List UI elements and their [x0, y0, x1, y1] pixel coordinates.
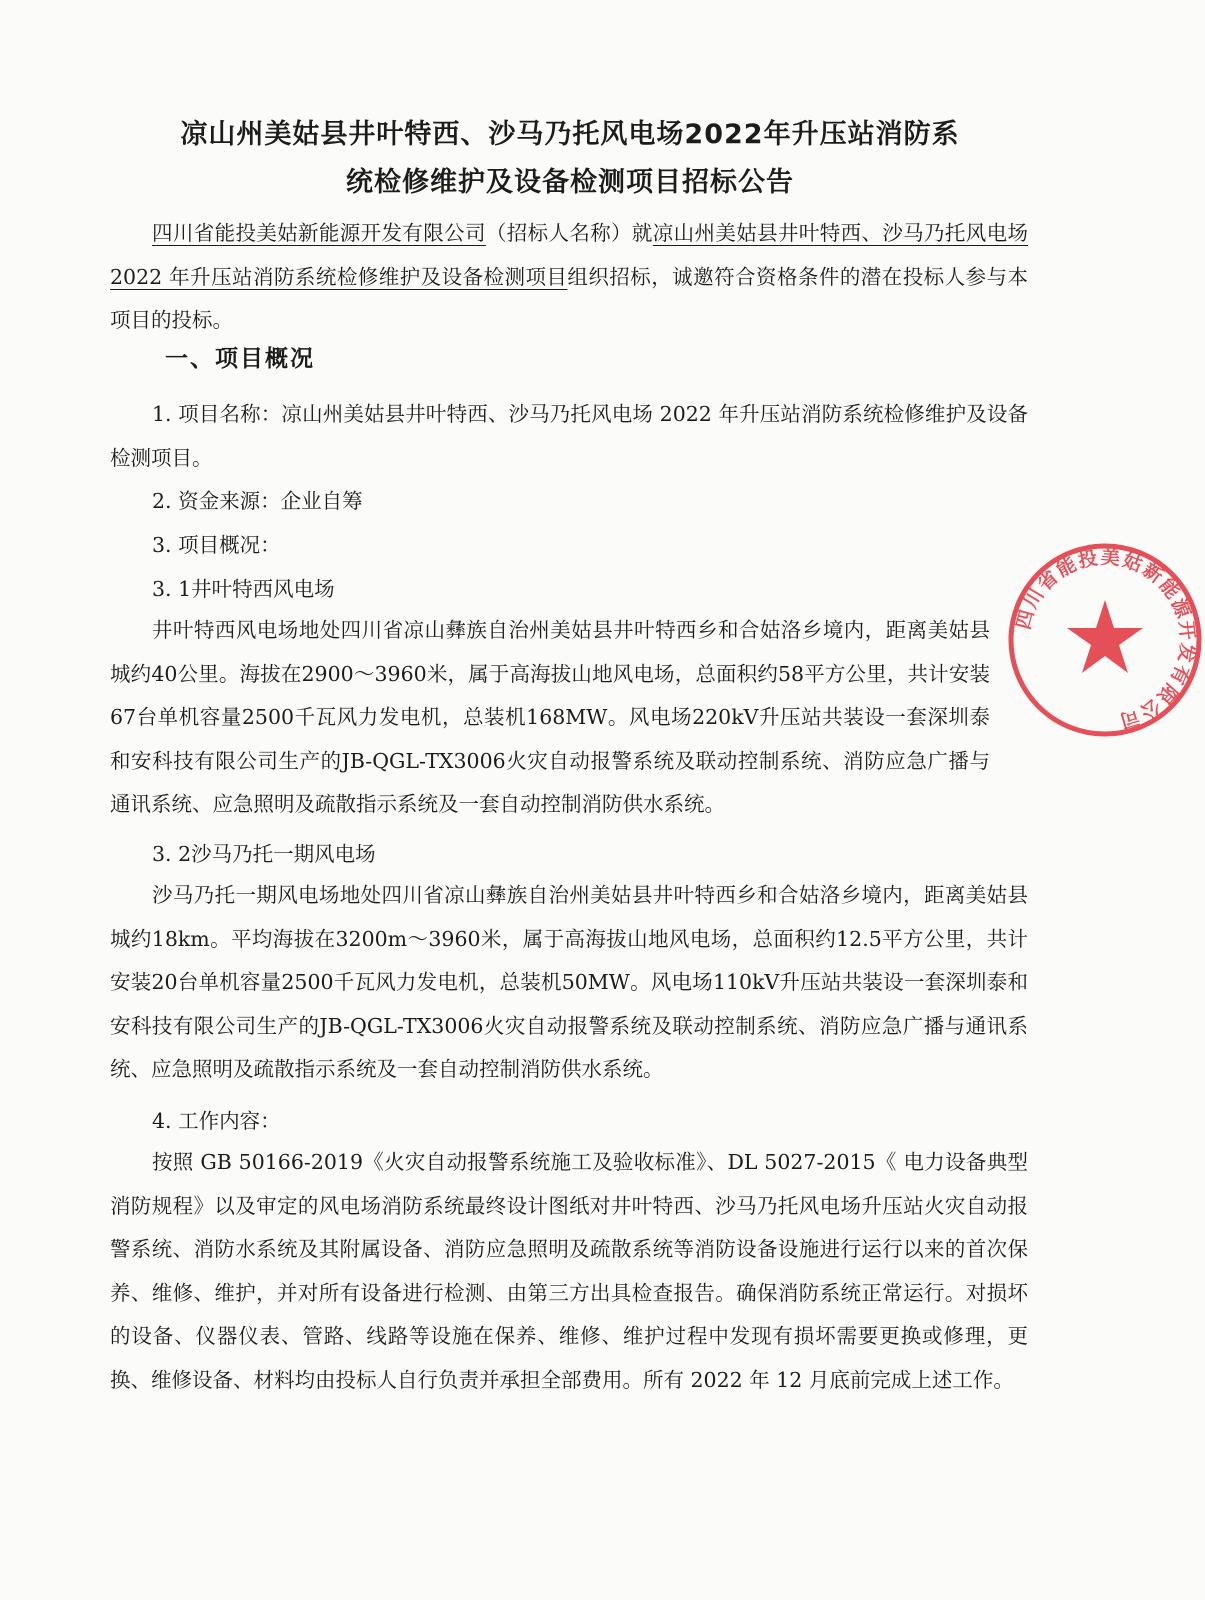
item-funding-source: 2. 资金来源：企业自筹 — [152, 489, 363, 513]
document-title-line-1: 凉山州美姑县井叶特西、沙马乃托风电场2022年升压站消防系 — [180, 119, 960, 150]
project-name-underlined: 凉山州美姑县井叶特西、沙马乃托风电场 2022 年升压站消防系统检修维护及设备检测项目 — [110, 221, 1029, 289]
subsection-text-3-1: 井叶特西风电场地处四川省凉山彝族自治州美姑县井叶特西乡和合姑洛乡境内，距离美姑县城约40公里。海拔在2900～3960米，属于高海拔山地风电场，总面积约58平方公里，共计安装67台单机容量2500千瓦风力发电机，总装机168MW。风电场220kV升压站共装设一套深圳泰和安科技有限公司生产的JB-QGL-TX3006火灾自动报警系统及联动控制系统、消防应急广播与通讯系统、应急照明及疏散指示系统及一套自动控制消防供水系统。 — [110, 618, 990, 816]
document-title-line-2: 统检修维护及设备检测项目招标公告 — [346, 167, 794, 198]
seal-text: 四川省能投美姑新能源开发有限公司 — [1012, 546, 1199, 733]
subsection-heading-3-1: 3. 1井叶特西风电场 — [152, 577, 335, 601]
tenderer-name: 四川省能投美姑新能源开发有限公司 — [152, 221, 486, 245]
company-seal-stamp — [1005, 540, 1205, 740]
section-heading-overview: 一、项目概况 — [165, 346, 315, 372]
subsection-text-3-2: 沙马乃托一期风电场地处四川省凉山彝族自治州美姑县井叶特西乡和合姑洛乡境内，距离美姑县城约18km。平均海拔在3200m～3960米，属于高海拔山地风电场，总面积约12.5平方公里，共计安装20台单机容量2500千瓦风力发电机，总装机50MW。风电场110kV升压站共装设一套深圳泰和安科技有限公司生产的JB-QGL-TX3006火灾自动报警系统及联动控制系统、消防应急广播与通讯系统、应急照明及疏散指示系统及一套自动控制消防供水系统。 — [110, 883, 1028, 1081]
item-work-content: 4. 工作内容： — [152, 1109, 281, 1133]
tenderer-role-note: （招标人名称）就 — [485, 221, 653, 245]
item-project-overview: 3. 项目概况： — [152, 533, 281, 557]
intro-paragraph — [110, 212, 1028, 343]
seal-star-icon — [1067, 600, 1143, 673]
work-content-text: 按照 GB 50166-2019《火灾自动报警系统施工及验收标准》、DL 5027-2015《 电力设备典型消防规程》以及审定的风电场消防系统最终设计图纸对井叶特西、沙马乃托风电场升压站火灾自动报警系统、消防水系统及其附属设备、消防应急照明及疏散系统等消防设备设施进行运行以来的首次保养、维修、维护，并对所有设备进行检测、由第三方出具检查报告。确保消防系统正常运行。对损坏的设备、仪器仪表、管路、线路等设施在保养、维修、维护过程中发现有损坏需要更换或修理，更换、维修设备、材料均由投标人自行负责并承担全部费用。所有 2022 年 12 月底前完成上述工作。 — [110, 1150, 1028, 1392]
intro-rest: 组织招标，诚邀符合资格条件的潜在投标人参与本项目的投标。 — [110, 264, 1029, 332]
item-project-name: 1. 项目名称：凉山州美姑县井叶特西、沙马乃托风电场 2022 年升压站消防系统检修维护及设备检测项目。 — [110, 402, 1028, 470]
subsection-heading-3-2: 3. 2沙马乃托一期风电场 — [152, 842, 376, 866]
